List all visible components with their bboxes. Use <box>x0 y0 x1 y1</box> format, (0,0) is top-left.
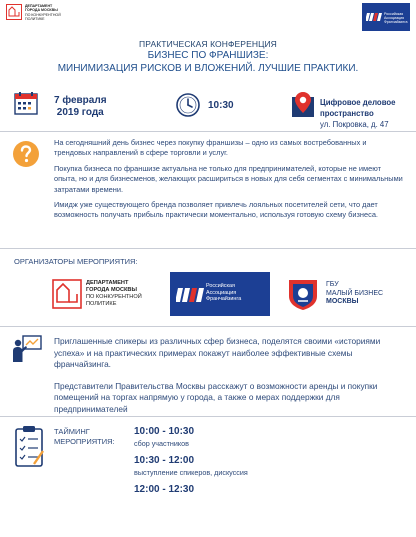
organizer-logo-line: Российская <box>206 283 235 289</box>
event-time: 10:30 <box>208 100 234 111</box>
association-logo-line: Российская <box>384 12 404 16</box>
event-date <box>54 95 107 119</box>
organizer-logo-line: ГОРОДА МОСКВЫ <box>86 287 137 294</box>
event-address: ул. Покровка, д. 47 <box>320 120 389 129</box>
divider <box>0 326 416 327</box>
schedule-description: сбор участников <box>134 439 189 448</box>
speakers-paragraph: Представители Правительства Москвы расскажут о возможности аренды и покупки помещений на торгах напрямую у города, а также о мерах поддержки для предпринимателей <box>54 380 378 414</box>
organizer-logo-line: ГБУ <box>326 281 339 289</box>
intro-paragraph: На сегодняшний день бизнес через покупку франшизы – одно из самых востребованных и трендовых направлений в сфере торговли и услуг. <box>54 138 367 158</box>
schedule-time: 12:00 - 12:30 <box>134 484 195 495</box>
schedule-description: выступление спикеров, дискуссия <box>134 468 248 477</box>
organizer-logo-line: МАЛЫЙ БИЗНЕС <box>326 289 384 297</box>
calendar-icon <box>14 91 38 115</box>
department-logo-line: ДЕПАРТАМЕНТ <box>25 4 53 8</box>
divider <box>0 131 416 132</box>
association-logo-line: Ассоциация <box>384 16 405 21</box>
conference-title-line2: МИНИМИЗАЦИЯ РИСКОВ И ВЛОЖЕНИЙ. ЛУЧШИЕ ПРАКТИКИ. <box>57 63 359 74</box>
moscow-coat-of-arms-icon <box>286 277 320 311</box>
clock-icon <box>176 93 200 117</box>
organizers-title: ОРГАНИЗАТОРЫ МЕРОПРИЯТИЯ: <box>14 257 138 266</box>
department-logo-line: ПО КОНКУРЕНТНОЙ <box>25 12 61 17</box>
event-date-year: 2019 года <box>56 107 104 118</box>
event-date-day: 7 февраля <box>54 95 107 106</box>
schedule-item <box>134 425 404 449</box>
question-icon <box>12 140 40 168</box>
timing-label <box>54 427 115 447</box>
organizer-department-logo <box>52 270 160 318</box>
event-place-line2: пространство <box>320 109 374 118</box>
franchising-association-logo <box>362 3 410 31</box>
department-emblem-icon <box>6 4 22 20</box>
timing-label-line: МЕРОПРИЯТИЯ: <box>54 437 115 446</box>
organizer-logo-line: ПО КОНКУРЕНТНОЙ <box>86 294 142 300</box>
location-pin-icon <box>292 91 314 119</box>
organizer-logo-line: Франчайзинга <box>206 296 242 303</box>
conference-title-line1: БИЗНЕС ПО ФРАНШИЗЕ: <box>147 50 269 61</box>
department-logo <box>6 4 75 21</box>
divider <box>0 248 416 249</box>
organizer-logo-line: ПОЛИТИКЕ <box>86 300 117 307</box>
organizer-logo-line: МОСКВЫ <box>326 298 359 306</box>
event-place-line1: Цифровое деловое <box>320 98 396 107</box>
schedule-item <box>134 454 404 478</box>
association-stripes-icon <box>366 11 382 23</box>
event-place <box>320 97 395 130</box>
presenter-icon <box>12 334 42 364</box>
department-emblem-icon <box>52 279 82 309</box>
organizer-association-logo <box>170 272 270 316</box>
conference-title <box>0 39 416 75</box>
speakers-text <box>54 336 406 426</box>
schedule <box>134 425 404 501</box>
intro-paragraph: Покупка бизнеса по франшизе актуальна не только для предпринимателей, которые не имеют опыта, но и для бизнесменов, желающих расшириться в новых для себя сегментах с минимальными затратами времени. <box>54 163 403 194</box>
schedule-time: 10:30 - 12:00 <box>134 455 195 466</box>
organizer-logo-line: Ассоциация <box>206 289 237 296</box>
schedule-time: 10:00 - 10:30 <box>134 426 195 437</box>
header <box>0 0 416 36</box>
intro-paragraph: Имидж уже существующего бренда позволяет привлечь лояльных посетителей сети, что дает возможность получать прибыль практически моментально, используя готовую схему бизнеса. <box>54 200 378 220</box>
association-logo-line: Франчайзинга <box>384 20 408 25</box>
divider <box>0 416 416 417</box>
conference-kicker: ПРАКТИЧЕСКАЯ КОНФЕРЕНЦИЯ <box>139 39 277 49</box>
organizer-small-business-logo <box>286 270 406 318</box>
speakers-paragraph: Приглашенные спикеры из различных сфер бизнеса, поделятся своими «историями успеха» и на практических примерах покажут наиболее эффективные схемы франчайзинга. <box>54 336 381 370</box>
event-info-row <box>0 87 416 127</box>
intro-text <box>54 138 404 226</box>
department-logo-line: ПОЛИТИКЕ <box>25 16 45 21</box>
clipboard-icon <box>12 424 46 468</box>
department-logo-line: ГОРОДА МОСКВЫ <box>25 8 58 13</box>
timing-label-line: ТАЙМИНГ <box>54 427 90 436</box>
organizer-logo-line: ДЕПАРТАМЕНТ <box>86 280 129 287</box>
association-stripes-icon <box>176 284 204 306</box>
schedule-item <box>134 483 404 496</box>
